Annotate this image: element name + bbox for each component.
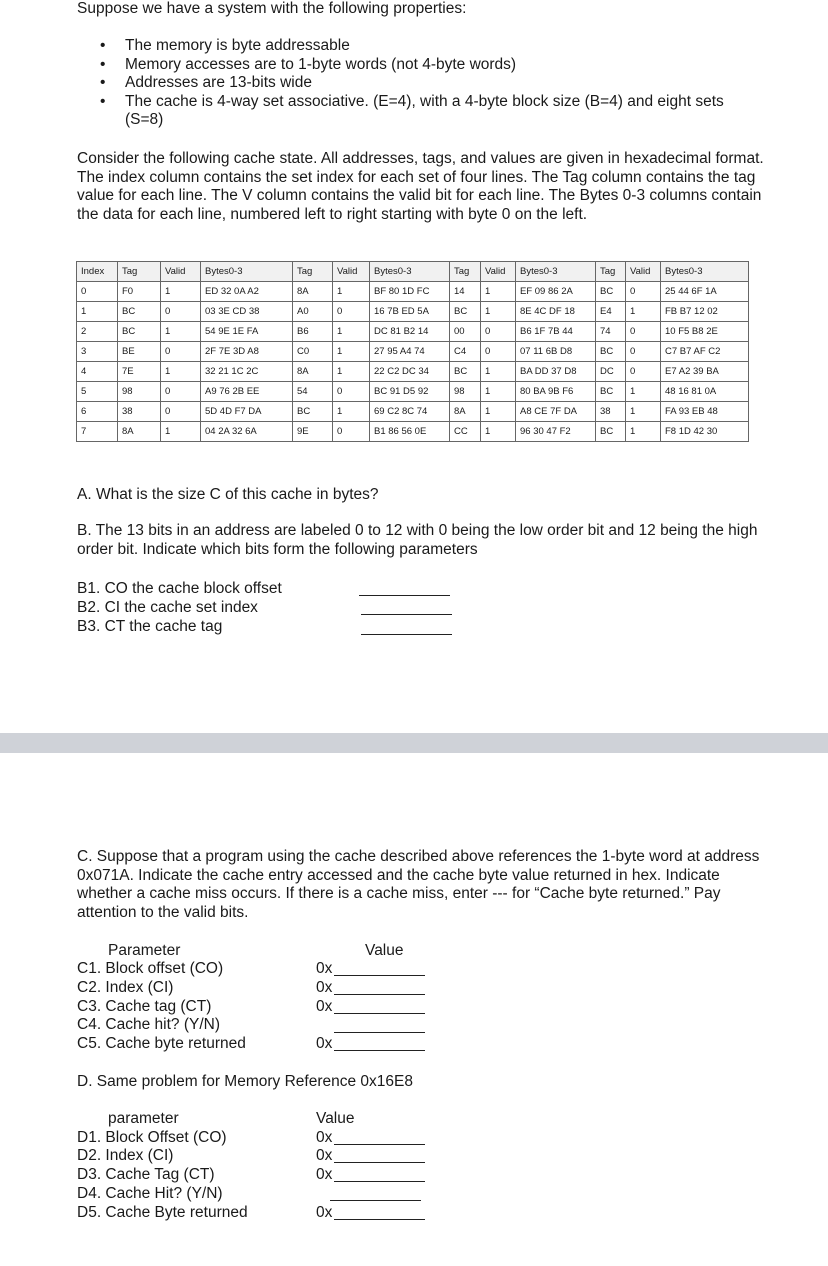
table-cell: 8A	[118, 422, 161, 442]
table-row	[77, 282, 749, 302]
c5-label: C5. Cache byte returned	[77, 1035, 246, 1052]
table-cell: BC	[118, 302, 161, 322]
table-cell: 74	[596, 322, 626, 342]
properties-list	[100, 37, 740, 130]
b1-answer-field[interactable]	[359, 595, 450, 596]
column-header: Index	[77, 262, 118, 282]
table-cell: 0	[333, 422, 370, 442]
table-cell: 1	[333, 282, 370, 302]
column-header: Valid	[481, 262, 516, 282]
table-cell: A0	[293, 302, 333, 322]
table-cell: BC	[450, 302, 481, 322]
d1-label: D1. Block Offset (CO)	[77, 1129, 227, 1146]
table-cell: 14	[450, 282, 481, 302]
bullet-icon: •	[100, 55, 106, 73]
hex-prefix: 0x	[316, 998, 333, 1015]
table-cell: 5D 4D F7 DA	[201, 402, 293, 422]
table-cell: 4	[77, 362, 118, 382]
hex-prefix: 0x	[316, 1129, 333, 1146]
d4-label: D4. Cache Hit? (Y/N)	[77, 1185, 223, 1202]
hex-prefix: 0x	[316, 1035, 333, 1052]
table-cell: C7 B7 AF C2	[661, 342, 749, 362]
table-cell: 03 3E CD 38	[201, 302, 293, 322]
table-cell: FA 93 EB 48	[661, 402, 749, 422]
table-cell: 98	[118, 382, 161, 402]
table-cell: BF 80 1D FC	[370, 282, 450, 302]
table-cell: 0	[626, 282, 661, 302]
table-cell: 98	[450, 382, 481, 402]
c4-label: C4. Cache hit? (Y/N)	[77, 1016, 220, 1033]
table-cell: E4	[596, 302, 626, 322]
table-cell: 7	[77, 422, 118, 442]
table-cell: 32 21 1C 2C	[201, 362, 293, 382]
table-cell: 1	[77, 302, 118, 322]
d5-answer-field[interactable]	[334, 1219, 425, 1220]
column-header: Valid	[333, 262, 370, 282]
table-cell: 0	[77, 282, 118, 302]
table-cell: 1	[626, 302, 661, 322]
table-cell: E7 A2 39 BA	[661, 362, 749, 382]
table-cell: 0	[161, 342, 201, 362]
table-cell: BC	[293, 402, 333, 422]
table-cell: 8A	[450, 402, 481, 422]
table-cell: 54	[293, 382, 333, 402]
question-a: A. What is the size C of this cache in bytes?	[77, 486, 379, 503]
c2-answer-field[interactable]	[334, 994, 425, 995]
table-cell: 1	[161, 282, 201, 302]
table-cell: 0	[161, 402, 201, 422]
table-cell: 0	[481, 322, 516, 342]
table-cell: 5	[77, 382, 118, 402]
column-header: Bytes0-3	[661, 262, 749, 282]
table-row	[77, 302, 749, 322]
hex-prefix: 0x	[316, 979, 333, 996]
table-row	[77, 322, 749, 342]
intro-text: Suppose we have a system with the following properties:	[77, 0, 467, 17]
table-cell: 8E 4C DF 18	[516, 302, 596, 322]
table-cell: 00	[450, 322, 481, 342]
c3-answer-field[interactable]	[334, 1013, 425, 1014]
table-row	[77, 362, 749, 382]
table-cell: 0	[481, 342, 516, 362]
table-cell: 0	[626, 322, 661, 342]
property-item: • The cache is 4-way set associative. (E=4), with a 4-byte block size (B=4) and eight sets (S=8)	[100, 92, 724, 128]
table-cell: 1	[481, 302, 516, 322]
table-cell: 1	[481, 362, 516, 382]
table-cell: B6 1F 7B 44	[516, 322, 596, 342]
table-cell: 3	[77, 342, 118, 362]
column-header: Valid	[161, 262, 201, 282]
table-cell: 0	[333, 382, 370, 402]
c3-label: C3. Cache tag (CT)	[77, 998, 212, 1015]
hex-prefix: 0x	[316, 1166, 333, 1183]
table-cell: 1	[333, 402, 370, 422]
d-parameter-header: parameter	[108, 1110, 179, 1127]
b1-label: B1. CO the cache block offset	[77, 580, 282, 597]
table-header-row	[77, 262, 749, 282]
table-cell: 1	[481, 382, 516, 402]
table-cell: 27 95 A4 74	[370, 342, 450, 362]
property-item: • Addresses are 13-bits wide	[100, 74, 312, 91]
d3-label: D3. Cache Tag (CT)	[77, 1166, 215, 1183]
hex-prefix: 0x	[316, 960, 333, 977]
hex-prefix: 0x	[316, 1147, 333, 1164]
d2-answer-field[interactable]	[334, 1162, 425, 1163]
table-cell: 1	[333, 342, 370, 362]
b3-label: B3. CT the cache tag	[77, 618, 223, 635]
d5-label: D5. Cache Byte returned	[77, 1204, 248, 1221]
table-cell: 1	[481, 282, 516, 302]
c1-answer-field[interactable]	[334, 975, 425, 976]
b2-answer-field[interactable]	[361, 614, 452, 615]
d-value-header: Value	[316, 1110, 355, 1127]
table-cell: 96 30 47 F2	[516, 422, 596, 442]
table-cell: 6	[77, 402, 118, 422]
d2-label: D2. Index (CI)	[77, 1147, 174, 1164]
b3-answer-field[interactable]	[361, 634, 452, 635]
question-c: C. Suppose that a program using the cache described above references the 1-byte word at address 0x071A. Indicate the cache entry accessed and the cache byte value returned in hex. Indicate whether a cache miss occurs. If there is a cache miss, enter --- for “Cache byte returned.” Pay attention to the valid bits.	[77, 848, 760, 921]
column-header: Tag	[293, 262, 333, 282]
table-cell: 0	[161, 382, 201, 402]
table-row	[77, 342, 749, 362]
page-divider	[0, 733, 828, 753]
table-cell: 25 44 6F 1A	[661, 282, 749, 302]
column-header: Tag	[450, 262, 481, 282]
table-cell: 80 BA 9B F6	[516, 382, 596, 402]
table-cell: 16 7B ED 5A	[370, 302, 450, 322]
table-cell: 1	[333, 322, 370, 342]
table-cell: 48 16 81 0A	[661, 382, 749, 402]
hex-prefix: 0x	[316, 1204, 333, 1221]
c-value-header: Value	[365, 942, 404, 959]
column-header: Bytes0-3	[201, 262, 293, 282]
c1-label: C1. Block offset (CO)	[77, 960, 224, 977]
table-cell: DC	[596, 362, 626, 382]
bullet-icon: •	[100, 74, 106, 91]
table-cell: 1	[626, 382, 661, 402]
table-cell: 38	[596, 402, 626, 422]
bullet-icon: •	[100, 37, 106, 54]
d3-answer-field[interactable]	[334, 1181, 425, 1182]
table-cell: 7E	[118, 362, 161, 382]
question-d: D. Same problem for Memory Reference 0x16E8	[77, 1073, 413, 1090]
c-parameter-header: Parameter	[108, 942, 181, 959]
table-row	[77, 382, 749, 402]
table-cell: CC	[450, 422, 481, 442]
table-cell: 54 9E 1E FA	[201, 322, 293, 342]
property-item: • Memory accesses are to 1-byte words (not 4-byte words)	[100, 55, 517, 73]
table-cell: C4	[450, 342, 481, 362]
table-cell: 1	[626, 402, 661, 422]
table-row	[77, 402, 749, 422]
column-header: Bytes0-3	[370, 262, 450, 282]
cache-state-table	[76, 261, 749, 442]
table-cell: BC	[596, 342, 626, 362]
table-cell: 0	[333, 302, 370, 322]
table-cell: F8 1D 42 30	[661, 422, 749, 442]
table-cell: 1	[161, 422, 201, 442]
table-cell: 38	[118, 402, 161, 422]
table-cell: FB B7 12 02	[661, 302, 749, 322]
table-cell: BC	[118, 322, 161, 342]
table-cell: 2	[77, 322, 118, 342]
table-cell: BC	[596, 422, 626, 442]
c2-label: C2. Index (CI)	[77, 979, 174, 996]
column-header: Valid	[626, 262, 661, 282]
table-cell: BC	[596, 382, 626, 402]
b2-label: B2. CI the cache set index	[77, 599, 258, 616]
table-cell: A8 CE 7F DA	[516, 402, 596, 422]
c4-answer-field[interactable]	[334, 1032, 425, 1033]
table-cell: A9 76 2B EE	[201, 382, 293, 402]
property-item: • The memory is byte addressable	[100, 37, 350, 54]
table-cell: 1	[161, 322, 201, 342]
table-cell: 1	[481, 422, 516, 442]
table-cell: 0	[626, 342, 661, 362]
c5-answer-field[interactable]	[334, 1050, 425, 1051]
table-cell: 1	[161, 362, 201, 382]
table-cell: 8A	[293, 362, 333, 382]
table-cell: EF 09 86 2A	[516, 282, 596, 302]
table-cell: B6	[293, 322, 333, 342]
table-cell: DC 81 B2 14	[370, 322, 450, 342]
table-cell: 07 11 6B D8	[516, 342, 596, 362]
table-cell: B1 86 56 0E	[370, 422, 450, 442]
table-cell: BA DD 37 D8	[516, 362, 596, 382]
table-cell: BC 91 D5 92	[370, 382, 450, 402]
table-cell: BC	[596, 282, 626, 302]
table-cell: C0	[293, 342, 333, 362]
bullet-icon: •	[100, 92, 106, 110]
column-header: Bytes0-3	[516, 262, 596, 282]
table-cell: 04 2A 32 6A	[201, 422, 293, 442]
table-cell: 2F 7E 3D A8	[201, 342, 293, 362]
table-cell: 9E	[293, 422, 333, 442]
question-b: B. The 13 bits in an address are labeled 0 to 12 with 0 being the low order bit and 12 being the high order bit. Indicate which bits form the following parameters	[77, 522, 758, 558]
table-cell: BC	[450, 362, 481, 382]
table-row	[77, 422, 749, 442]
table-cell: ED 32 0A A2	[201, 282, 293, 302]
column-header: Tag	[118, 262, 161, 282]
table-cell: 1	[481, 402, 516, 422]
table-cell: BE	[118, 342, 161, 362]
cache-description: Consider the following cache state. All addresses, tags, and values are given in hexadecimal format. The index column contains the set index for each set of four lines. The Tag column contains the tag value for each line. The V column contains the valid bit for each line. The Bytes 0-3 columns contain the data for each line, numbered left to right starting with byte 0 on the left.	[77, 150, 764, 223]
column-header: Tag	[596, 262, 626, 282]
table-cell: F0	[118, 282, 161, 302]
table-cell: 1	[626, 422, 661, 442]
table-cell: 22 C2 DC 34	[370, 362, 450, 382]
table-cell: 69 C2 8C 74	[370, 402, 450, 422]
table-cell: 10 F5 B8 2E	[661, 322, 749, 342]
d4-answer-field[interactable]	[330, 1200, 421, 1201]
table-cell: 0	[161, 302, 201, 322]
d1-answer-field[interactable]	[334, 1144, 425, 1145]
table-cell: 8A	[293, 282, 333, 302]
table-cell: 0	[626, 362, 661, 382]
table-cell: 1	[333, 362, 370, 382]
